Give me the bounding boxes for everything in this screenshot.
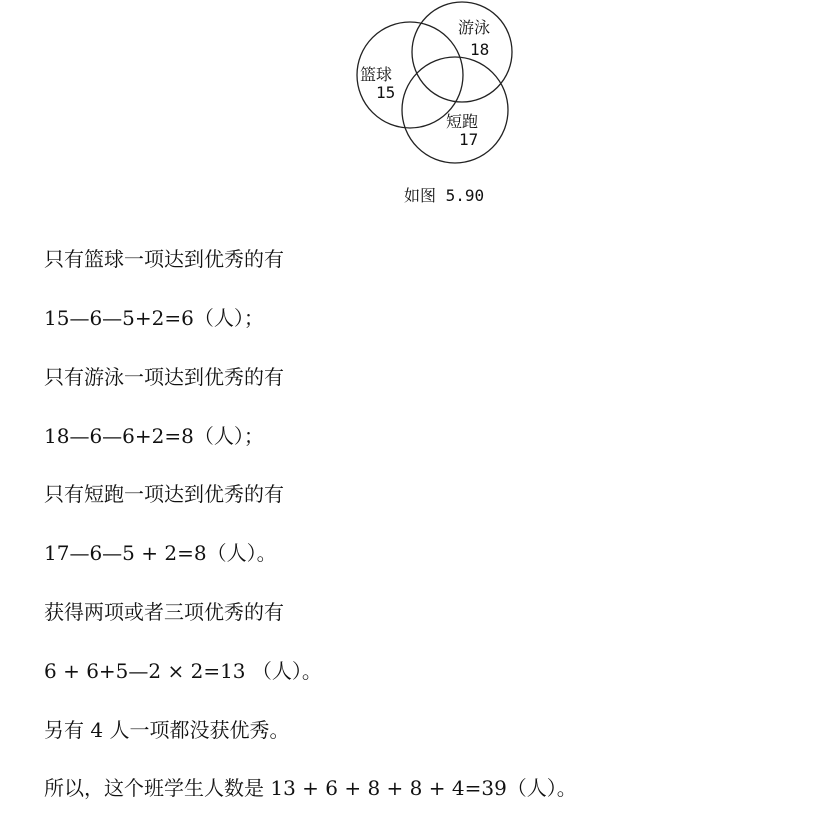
- text-line-1: 只有篮球一项达到优秀的有: [44, 247, 284, 271]
- text-line-3: 只有游泳一项达到优秀的有: [44, 365, 284, 389]
- swimming-label: 游泳: [458, 18, 491, 37]
- text-line-4: 18—6—6+2=8（人）；: [44, 424, 264, 448]
- venn-diagram: [340, 0, 530, 192]
- sprint-circle: [402, 57, 508, 163]
- text-line-7: 获得两项或者三项优秀的有: [44, 600, 284, 624]
- figure-caption: 如图 5.90: [404, 186, 485, 205]
- basketball-label: 篮球: [360, 65, 393, 84]
- text-line-9: 另有 4 人一项都没获优秀。: [44, 718, 290, 742]
- text-line-6: 17—6—5 + 2=8（人）。: [44, 541, 277, 565]
- swimming-count: 18: [470, 40, 490, 59]
- sprint-count: 17: [459, 130, 479, 149]
- basketball-count: 15: [376, 83, 396, 102]
- sprint-label: 短跑: [446, 112, 479, 131]
- text-line-8: 6 + 6+5—2 × 2=13 （人）。: [44, 659, 322, 683]
- text-line-10: 所以，这个班学生人数是 13 + 6 + 8 + 8 + 4=39（人）。: [44, 776, 577, 800]
- text-line-5: 只有短跑一项达到优秀的有: [44, 482, 284, 506]
- text-line-2: 15—6—5+2=6（人）；: [44, 306, 264, 330]
